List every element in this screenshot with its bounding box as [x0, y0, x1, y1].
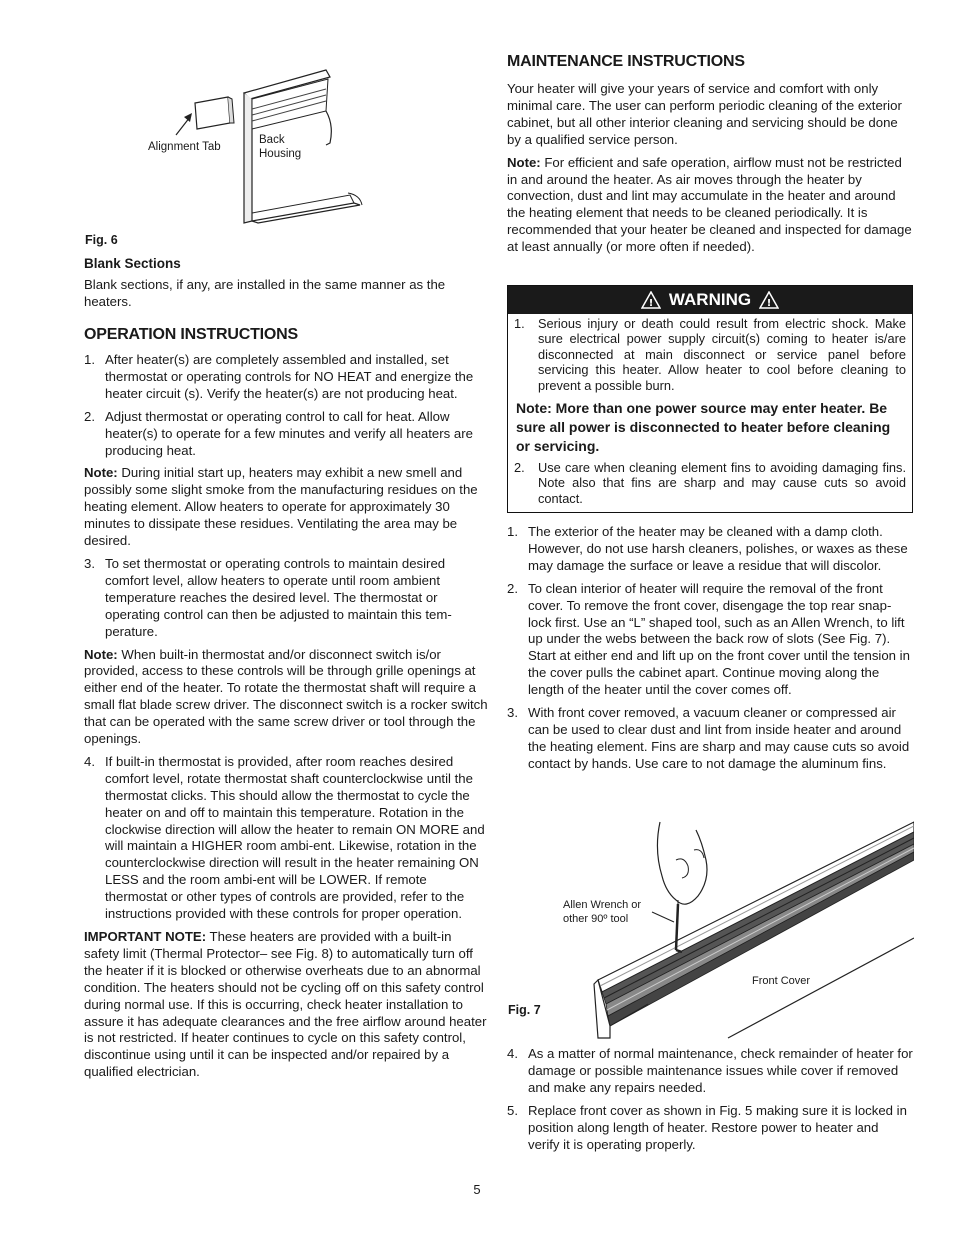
- maintenance-intro: Your heater will give your years of service and comfort with only minimal care. The user can perform periodic cleaning of the exterior cabinet, but all other interior cleaning and servicing should be done by a qualified service person.: [507, 81, 902, 147]
- operation-item-2: 2. Adjust thermostat or operating control to call for heat. Allow heater(s) to operate for a few minutes and verify all heaters are producing heat.: [84, 408, 473, 458]
- warning-item-2: 2. Use care when cleaning element fins to avoiding damaging fins. Note also that fins are sharp and may cause cuts so avoid contact.: [514, 460, 906, 506]
- alignment-tab-drawing: [195, 97, 234, 129]
- fig7-illustration: [588, 820, 914, 1042]
- maintenance-item-5: 5. Replace front cover as shown in Fig. 5 making sure it is locked in position along length of heater. Restore power to heater and verify it is operating properly.: [507, 1102, 907, 1152]
- maintenance-steps-b: [507, 1046, 913, 1153]
- warning-box: [507, 285, 913, 513]
- operation-list-c: [84, 754, 490, 923]
- warning-note: Note: More than one power source may enter heater. Be sure all power is disconnected to heater before cleaning or servicing.: [516, 400, 891, 455]
- maintenance-item-2: 2. To clean interior of heater will require the removal of the front cover. To remove the front cover, disengage the top rear snap-lock first. Use an “L” shaped tool, such as an Allen Wrench, to lift up under the webs between the back row of slots (See Fig. 7). Start at either end and lift up on the front cover until the tension in the cover pulls the cabinet apart. Continue moving along the length of the heater until the cover comes off.: [507, 580, 910, 698]
- front-cover-drawing: [594, 822, 914, 1038]
- operation-item-3: 3. To set thermostat or operating controls to maintain desired comfort level, allow heaters to operate until room ambient temperature reaches the desired level. The thermostat or operating control can then be adjusted to maintain this tem-perature.: [84, 555, 452, 639]
- warning-body: [508, 314, 912, 512]
- operation-item-1: 1. After heater(s) are completely assembled and installed, set thermostat or operating controls for NO HEAT and energize the heater circuit (s). Verify the heater(s) are not producing heat.: [84, 352, 474, 401]
- maintenance-item-1: 1. The exterior of the heater may be cleaned with a damp cloth. However, do not use harsh cleaners, polishes, or waxes as these may damage the surface or leave a residue that will discolor.: [507, 524, 908, 573]
- blank-sections: [84, 256, 490, 311]
- maintenance-steps-a: [507, 524, 913, 773]
- operation-note-2: Note: When built-in thermostat and/or disconnect switch is/or provided, access to these controls will be through grille openings at either end of the heater. To rotate the thermostat shaft will require a small flat blade screw driver. The disconnect switch is a rocker switch that can be operated with the same screw driver or tool through the openings.: [84, 646, 488, 747]
- fig6-caption: Fig. 6: [85, 233, 118, 247]
- warning-list-b: [514, 460, 906, 506]
- allen-wrench-label: Allen Wrench or other 90º tool: [563, 899, 642, 925]
- blank-sections-text: Blank sections, if any, are installed in the same manner as the heaters.: [84, 277, 446, 309]
- operation-list-a: [84, 352, 490, 459]
- maintenance-heading: MAINTENANCE INSTRUCTIONS: [507, 53, 745, 70]
- warning-triangle-icon: [759, 291, 779, 309]
- operation-section: [84, 326, 490, 1081]
- maintenance-item-3: 3. With front cover removed, a vacuum cleaner or compressed air can be used to clear dust and lint from inside heater and around the heating element. Fins are sharp and may cause cuts so avoid contact by hands. Use care to not damage the aluminum fins.: [507, 705, 910, 771]
- maintenance-note: Note: For efficient and safe operation, airflow must not be restricted in and around the heater. As air moves through the heater by convection, dust and lint may accumulate in the heater and around the heating element that needs to be cleaned periodically. It is recommended that your heater be cleaned and inspected for damage at least annually (or more often if needed).: [507, 154, 912, 255]
- warning-triangle-icon: [641, 291, 661, 309]
- operation-note-1: Note: During initial start up, heaters may exhibit a new smell and possibly some slight smoke from the manufacturing residues on the heating element. Allow heaters to operate for approximately 30 minutes to dissipate these residues. Ventilating the area may be desired.: [84, 465, 478, 549]
- svg-text:!: !: [648, 298, 654, 309]
- operation-list-b: [84, 556, 490, 641]
- front-cover-label: Front Cover: [752, 975, 811, 987]
- maintenance-section: [507, 53, 913, 256]
- warning-title: WARNING: [668, 290, 752, 309]
- fig7-caption: Fig. 7: [508, 1003, 541, 1017]
- maintenance-list-a: [507, 524, 913, 773]
- maintenance-item-4: 4. As a matter of normal maintenance, check remainder of heater for damage or possible maintenance issues while cover if removed and make any repairs needed.: [507, 1046, 913, 1095]
- alignment-tab-arrow: [176, 113, 192, 135]
- operation-heading: OPERATION INSTRUCTIONS: [84, 326, 298, 343]
- operation-item-4: 4. If built-in thermostat is provided, after room reaches desired comfort level, rotate thermostat shaft counterclockwise until the thermostat clicks. This should allow the thermostat to cycle the heater on and off to maintain this temperature. Rotation in the clockwise direction will allow the heater to remain ON MORE and will maintain a HIGHER room ambi-ent. Likewise, rotation in the counterclockwise direction will result in the heater remaining ON LESS and the room ambi-ent will be LOWER. If remote thermostat or other types of controls are provided, refer to the instructions provided with these controls for proper operation.: [84, 753, 485, 922]
- blank-sections-heading: Blank Sections: [84, 256, 181, 271]
- page-number: 5: [473, 1182, 481, 1197]
- svg-text:!: !: [766, 298, 772, 309]
- warning-header: [508, 286, 912, 314]
- warning-item-1: 1. Serious injury or death could result from electric shock. Make sure electrical power supply circuit(s) coming to heater is/are disconnected at main disconnect or service panel before servicing this heater. Allow heater to cool before cleaning to prevent a possible burn.: [514, 316, 906, 393]
- operation-important-note: IMPORTANT NOTE: These heaters are provided with a built-in safety limit (Thermal Protector– see Fig. 8) to automatically turn off the heater if it is blocked or otherwise overheats due to an abnormal condition. The heaters should not be cycling off on this safety control during normal use. If this is occurring, check heater installation to assure it has adequate clearances and the free airflow around heater is not restricted. If heater continues to cycle on this safety control, discontinue using until it can be inspected and/or repaired by a qualified electrician.: [84, 929, 487, 1080]
- alignment-tab-label: Alignment Tab: [148, 141, 221, 153]
- back-housing-label: Back Housing: [259, 134, 302, 160]
- maintenance-list-b: [507, 1046, 913, 1153]
- warning-list-a: [514, 316, 906, 393]
